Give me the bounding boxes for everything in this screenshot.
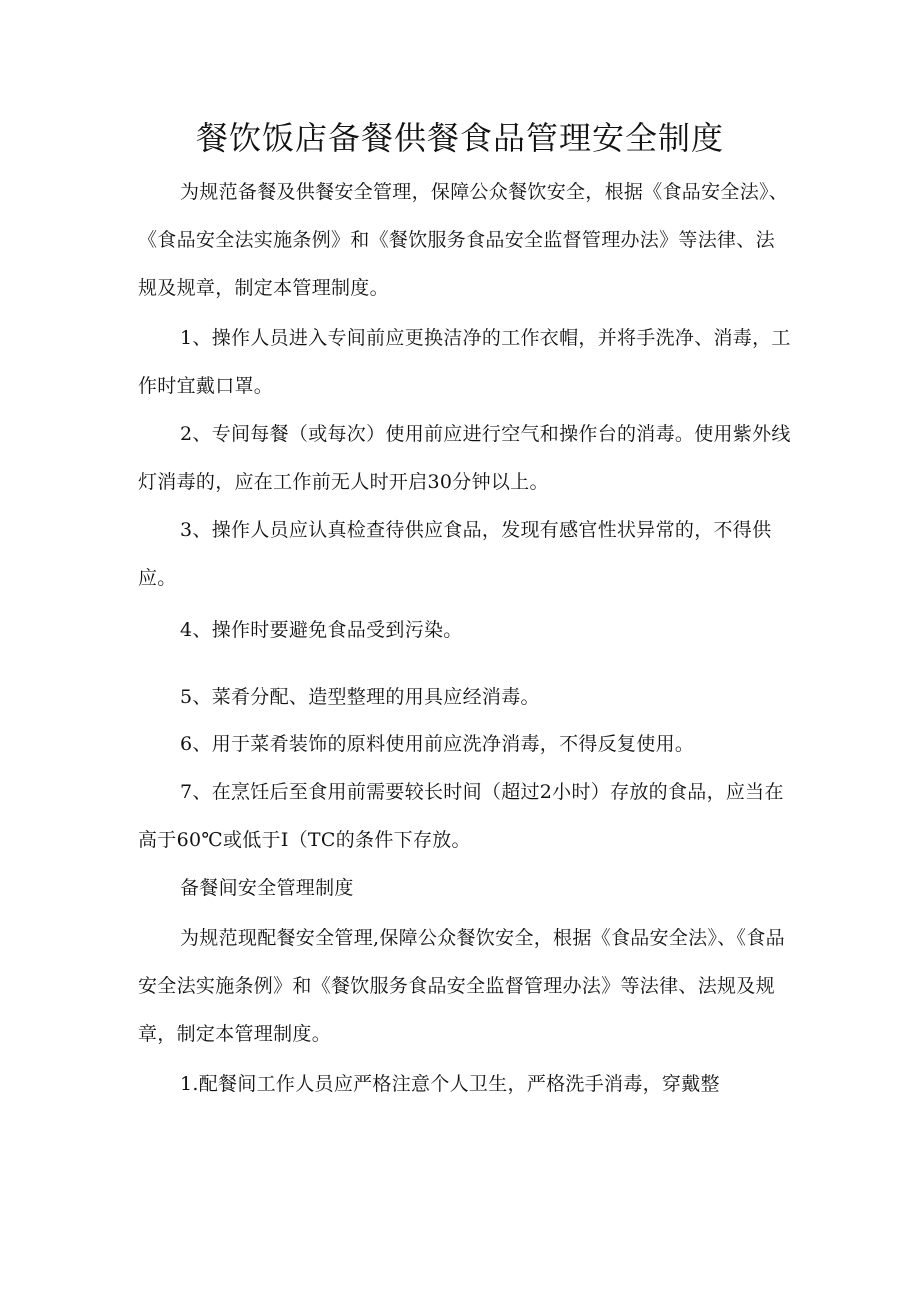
intro-paragraph: 为规范备餐及供餐安全管理，保障公众餐饮安全，根据《食品安全法》、《食品安全法实施条例》和《餐饮服务食品安全监督管理办法》等法律、法规及规章，制定本管理制度。 [138, 181, 789, 299]
section-rule-1-paragraph: 1.配餐间工作人员应严格注意个人卫生，严格洗手消毒，穿戴整 [180, 1073, 720, 1095]
rule-6-paragraph: 6、用于菜肴装饰的原料使用前应洗净消毒，不得反复使用。 [180, 733, 695, 755]
rule-5-paragraph: 5、菜肴分配、造型整理的用具应经消毒。 [180, 686, 540, 708]
section-intro-paragraph: 为规范现配餐安全管理,保障公众餐饮安全，根据《食品安全法》、《食品安全法实施条例》和《餐饮服务食品安全监督管理办法》等法律、法规及规章，制定本管理制度。 [138, 927, 785, 1045]
rule-2-paragraph: 2、专间每餐（或每次）使用前应进行空气和操作台的消毒。使用紫外线灯消毒的，应在工作前无人时开启30分钟以上。 [138, 423, 791, 493]
document-title: 餐饮饭店备餐供餐食品管理安全制度 [195, 119, 724, 157]
rule-1-paragraph: 1、操作人员进入专间前应更换洁净的工作衣帽，并将手洗净、消毒，工作时宜戴口罩。 [138, 327, 791, 397]
section-heading: 备餐间安全管理制度 [180, 877, 354, 899]
rule-7-paragraph: 7、在烹饪后至食用前需要较长时间（超过2小时）存放的食品，应当在高于60℃或低于I（TC的条件下存放。 [138, 781, 784, 851]
rule-3-paragraph: 3、操作人员应认真检查待供应食品，发现有感官性状异常的，不得供应。 [138, 519, 772, 589]
rule-4-paragraph: 4、操作时要避免食品受到污染。 [180, 619, 463, 641]
